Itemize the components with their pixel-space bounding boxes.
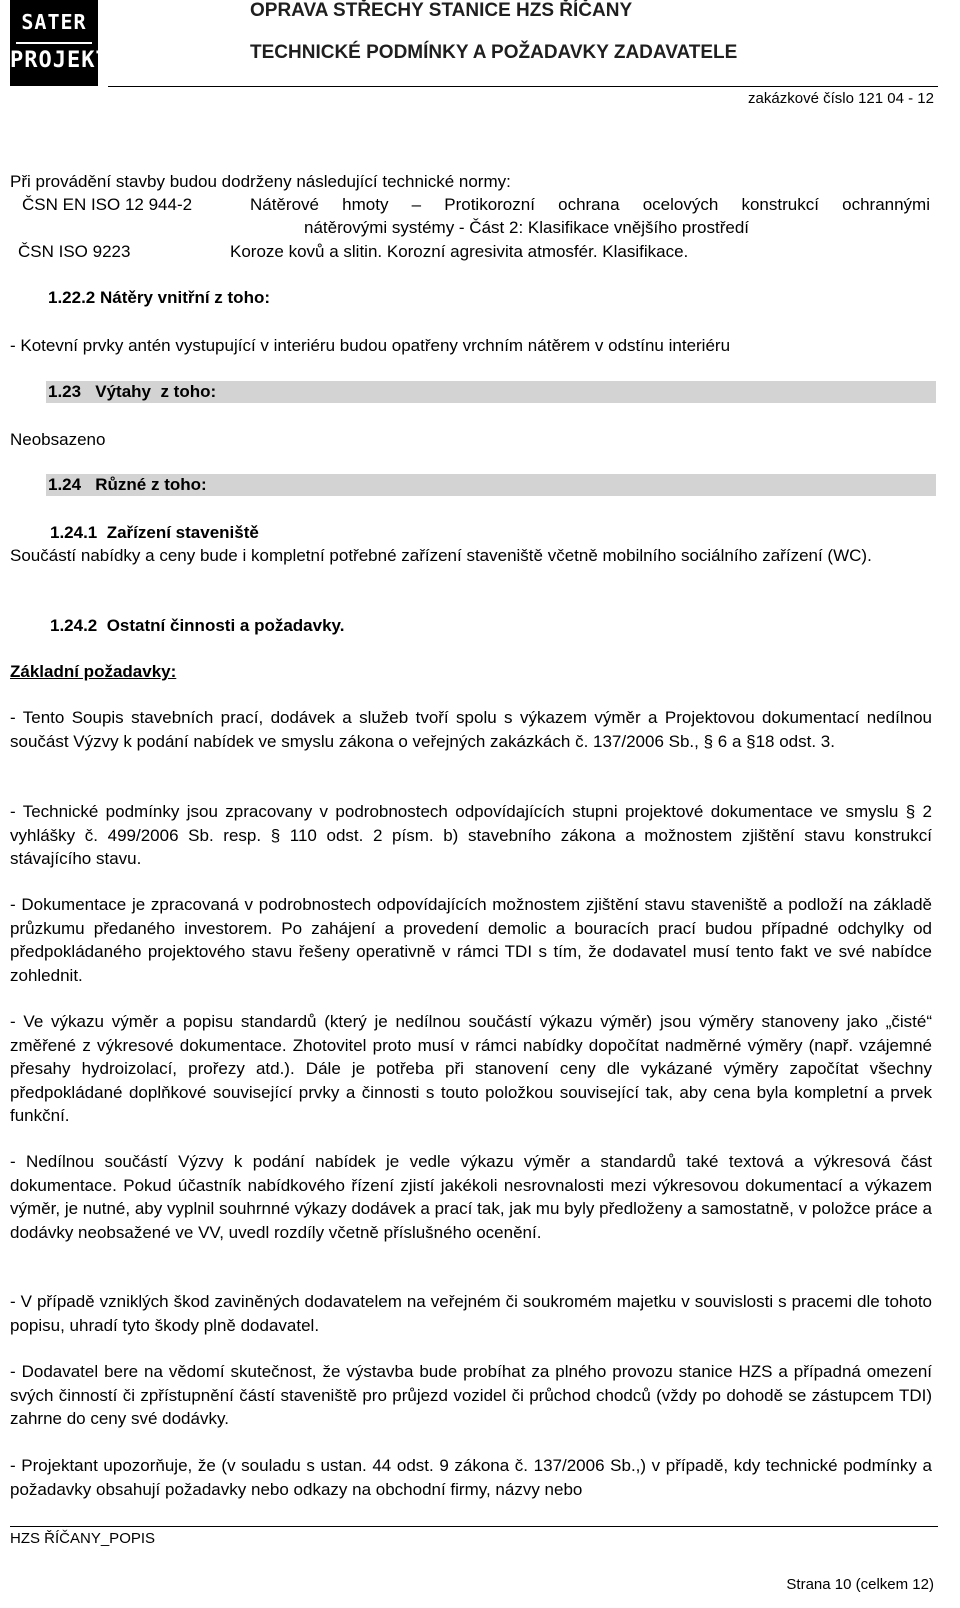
- section-1-24-heading-bar: [46, 474, 936, 496]
- norm-1-title: Nátěrové hmoty – Protikorozní ochrana ocelových konstrukcí ochrannými: [250, 195, 930, 214]
- order-number: zakázkové číslo 121 04 - 12: [748, 90, 934, 107]
- requirement-paragraph-4: - Ve výkazu výměr a popisu standardů (který je nedílnou součástí výkazu výměr) jsou výměry stanoveny jako „čisté“ změřené z výkresové dokumentace. Zhotovitel proto musí v rámci nabídky dopočítat nadměrné výměry (např. vzájemné přesahy hydroizolací, prořezy atd.). Dále je potřeba při stanovení ceny dle vykázané výměry započítat všechny předpokládané doplňkové související prvky a činnosti s touto položkou související tak, aby cena byla kompletní a prvek funkční.: [10, 1012, 932, 1125]
- page-number: Strana 10 (celkem 12): [786, 1576, 934, 1593]
- footer-document-name: HZS ŘÍČANY_POPIS: [10, 1530, 156, 1547]
- logo-line-2: PROJEKT: [10, 48, 110, 73]
- requirement-paragraph-1: - Tento Soupis stavebních prací, dodávek a služeb tvoří spolu s výkazem výměr a Projektovou dokumentací nedílnou součást Výzvy k podání nabídek ve smyslu zákona o veřejných zakázkách č. 137/2006 Sb., § 6 a §18 odst. 3.: [10, 708, 932, 751]
- section-1-24-1-heading: 1.24.1 Zařízení staveniště: [50, 523, 259, 542]
- document-subtitle: TECHNICKÉ PODMÍNKY A POŽADAVKY ZADAVATELE: [250, 42, 738, 63]
- section-1-23-heading-bar: [46, 381, 936, 403]
- requirement-paragraph-5: - Nedílnou součástí Výzvy k podání nabídek je vedle výkazu výměr a standardů také textová a výkresová část dokumentace. Pokud účastník nabídkového řízení zjistí jakékoli nesrovnalosti mezi výkresovou dokumentací a výkazem výměr, je nutné, aby vyplnil souhrnné výkazy dodávek a prací tak, jak mu byly předloženy a samostatně, v položce práce a dodávky neobsažené ve VV, uvedl rozdíly včetně příslušného ocenění.: [10, 1152, 932, 1242]
- section-1-22-2-heading: 1.22.2 Nátěry vnitřní z toho:: [48, 288, 270, 307]
- section-1-23-text: Neobsazeno: [10, 430, 106, 449]
- section-1-24-2-heading: 1.24.2 Ostatní činnosti a požadavky.: [50, 616, 345, 635]
- norm-1-code: ČSN EN ISO 12 944-2: [22, 195, 193, 214]
- norm-2-code: ČSN ISO 9223: [18, 242, 131, 261]
- requirement-paragraph-2: - Technické podmínky jsou zpracovany v podrobnostech odpovídajících stupni projektové dokumentace ve smyslu § 2 vyhlášky č. 499/2006 Sb. resp. § 110 odst. 2 písm. b) stavebního zákona a možnostem zjištění stavu konstrukcí stávajícího stavu.: [10, 802, 932, 868]
- section-1-24-heading: 1.24 Různé z toho:: [48, 475, 207, 494]
- section-1-23-heading: 1.23 Výtahy z toho:: [48, 382, 217, 401]
- company-logo: [10, 0, 110, 86]
- section-1-24-1-text: Součástí nabídky a ceny bude i kompletní potřebné zařízení staveniště včetně mobilního sociálního zařízení (WC).: [10, 546, 872, 565]
- footer-divider: [10, 1526, 938, 1527]
- basic-requirements-heading: Základní požadavky:: [10, 662, 177, 681]
- section-1-22-2-text: - Kotevní prvky antén vystupující v interiéru budou opatřeny vrchním nátěrem v odstínu interiéru: [10, 336, 731, 355]
- norms-intro: Při provádění stavby budou dodrženy následující technické normy:: [10, 172, 511, 191]
- requirement-paragraph-6: - V případě vzniklých škod zaviněných dodavatelem na veřejném či soukromém majetku v souvislosti s pracemi dle tohoto popisu, uhradí tyto škody plně dodavatel.: [10, 1292, 932, 1335]
- logo-line-1: SATER: [21, 10, 87, 34]
- norm-1-title-cont: nátěrovými systémy - Část 2: Klasifikace vnějšího prostředí: [304, 218, 749, 237]
- requirement-paragraph-8: - Projektant upozorňuje, že (v souladu s ustan. 44 odst. 9 zákona č. 137/2006 Sb.,) v případě, kdy technické podmínky a požadavky obsahují požadavky nebo odkazy na obchodní firmy, názvy nebo: [10, 1456, 932, 1499]
- document-title: OPRAVA STŘECHY STANICE HZS ŘÍČANY: [250, 0, 633, 21]
- norm-2-title: Koroze kovů a slitin. Korozní agresivita atmosfér. Klasifikace.: [230, 242, 689, 261]
- requirement-paragraph-3: - Dokumentace je zpracovaná v podrobnostech odpovídajících možnostem zjištění stavu staveniště a podloží na základě průzkumu předaného investorem. Po zahájení a provedení demolic a bouracích prací budou případné odchylky od předpokládaného projektového stavu řešeny operativně v rámci TDI s tím, že dodavatel musí tento fakt ve své nabídce zohlednit.: [10, 895, 932, 985]
- header-divider: [108, 86, 938, 87]
- logo-divider: [16, 42, 92, 44]
- requirement-paragraph-7: - Dodavatel bere na vědomí skutečnost, že výstavba bude probíhat za plného provozu stanice HZS a případná omezení svých činností či zpřístupnění částí staveniště pro průjezd vozidel či průchod chodců (vždy po dohodě se zástupcem TDI) zahrne do ceny své dodávky.: [10, 1362, 932, 1428]
